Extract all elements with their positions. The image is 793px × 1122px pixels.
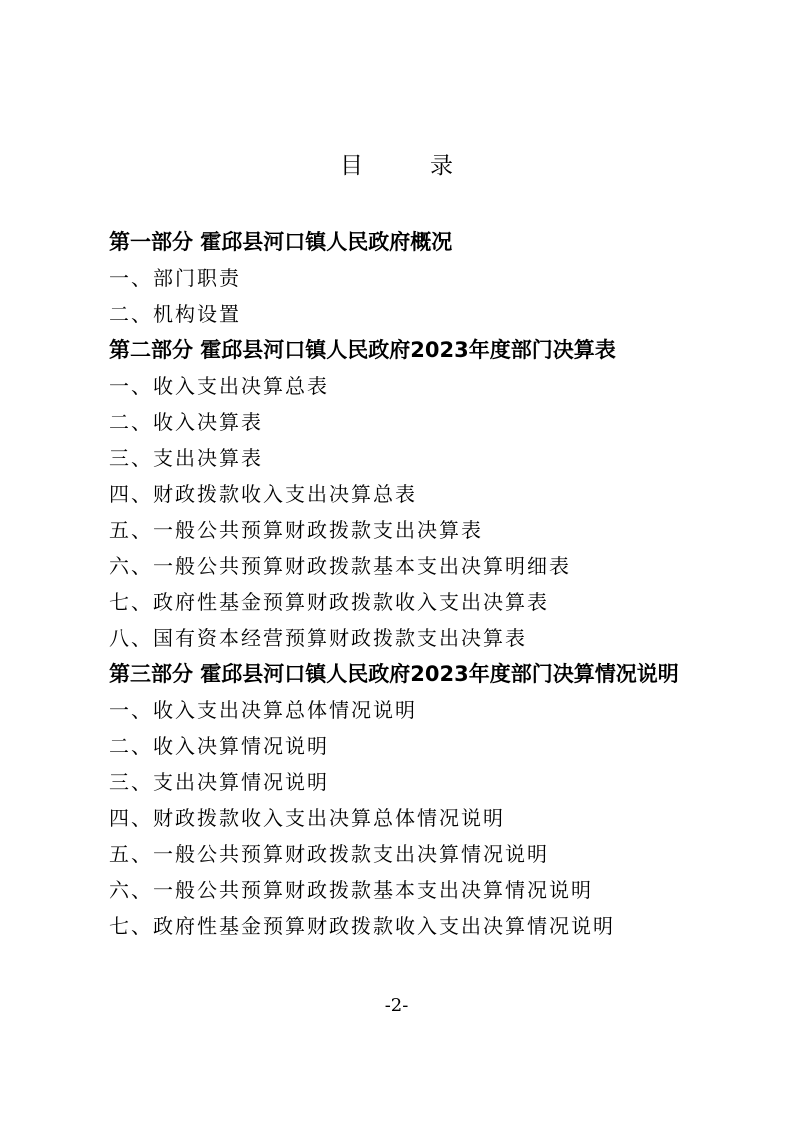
- toc-item: 六、一般公共预算财政拨款基本支出决算情况说明: [109, 878, 593, 902]
- toc-item: 二、机构设置: [109, 302, 241, 326]
- part-2-heading: 第二部分 霍邱县河口镇人民政府2023年度部门决算表: [109, 338, 616, 362]
- toc-item: 三、支出决算情况说明: [109, 770, 329, 794]
- toc-item: 八、国有资本经营预算财政拨款支出决算表: [109, 626, 527, 650]
- toc-item: 二、收入决算表: [109, 410, 263, 434]
- toc-item: 六、一般公共预算财政拨款基本支出决算明细表: [109, 554, 571, 578]
- toc-item: 七、政府性基金预算财政拨款收入支出决算情况说明: [109, 914, 615, 938]
- toc-item: 一、收入支出决算总表: [109, 374, 329, 398]
- toc-item: 七、政府性基金预算财政拨款收入支出决算表: [109, 590, 549, 614]
- page-number: -2-: [384, 995, 409, 1016]
- toc-item: 五、一般公共预算财政拨款支出决算情况说明: [109, 842, 549, 866]
- toc-item: 二、收入决算情况说明: [109, 734, 329, 758]
- toc-item: 一、部门职责: [109, 266, 241, 290]
- toc-item: 五、一般公共预算财政拨款支出决算表: [109, 518, 483, 542]
- part-1-heading: 第一部分 霍邱县河口镇人民政府概况: [109, 230, 453, 254]
- toc-item: 四、财政拨款收入支出决算总表: [109, 482, 417, 506]
- toc-title: 目 录: [340, 153, 475, 179]
- table-of-contents: [109, 224, 709, 944]
- toc-item: 一、收入支出决算总体情况说明: [109, 698, 417, 722]
- part-3-heading: 第三部分 霍邱县河口镇人民政府2023年度部门决算情况说明: [109, 662, 679, 686]
- toc-item: 三、支出决算表: [109, 446, 263, 470]
- toc-item: 四、财政拨款收入支出决算总体情况说明: [109, 806, 505, 830]
